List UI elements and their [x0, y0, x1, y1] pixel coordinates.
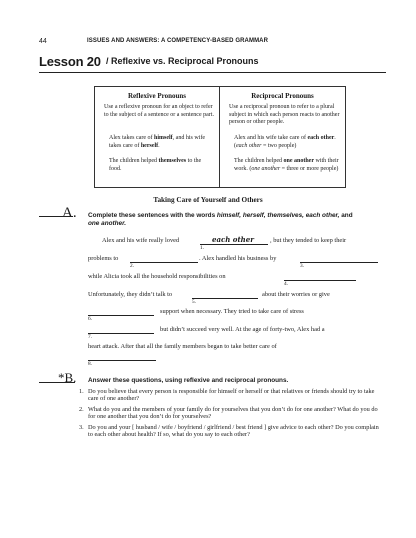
sentence-line-3: while Alicia took all the household responsibilities on	[88, 273, 226, 280]
blank-number-8: 8.	[88, 361, 92, 367]
question-3: 3. Do you and your [ husband / wife / boyfriend / girlfriend / best friend ] give advice to each other? Do you complain to each other about health? If so, what do you say to each other?	[79, 424, 379, 439]
section-a-instruction: Complete these sentences with the words himself, herself, themselves, each other, and one another.	[88, 212, 353, 227]
answer-blank-4[interactable]	[284, 280, 356, 281]
sentence-line-1b: , but they tended to keep their	[270, 237, 347, 244]
reciprocal-rule: Use a reciprocal pronoun to refer to a plural subject in which each person reacts to another person or other people.	[229, 104, 340, 125]
reading-title: Taking Care of Yourself and Others	[153, 196, 263, 204]
answer-blank-3[interactable]	[300, 262, 378, 263]
answer-blank-2[interactable]	[130, 262, 198, 263]
answer-blank-7[interactable]	[88, 333, 154, 334]
grammar-table	[94, 86, 346, 188]
reciprocal-column	[220, 87, 345, 187]
question-2: 2. What do you and the members of your family do for yourselves that you don’t do for one another? What do you do for one another that you don’t do for yourselves?	[79, 406, 378, 421]
section-a-rule	[39, 216, 73, 217]
section-b-letter: *B.	[58, 370, 77, 385]
lesson-rule	[39, 72, 386, 73]
lesson-subtitle: / Reflexive vs. Reciprocal Pronouns	[106, 56, 259, 66]
blank-number-3: 3.	[300, 263, 304, 269]
running-header	[39, 37, 386, 49]
sentence-line-1a: Alex and his wife really loved	[102, 237, 180, 244]
answer-blank-8[interactable]	[88, 360, 156, 361]
reciprocal-heading: Reciprocal Pronouns	[251, 92, 314, 100]
blank-number-4: 4.	[284, 281, 288, 287]
lesson-heading	[39, 54, 386, 70]
blank-number-1: 1.	[200, 245, 204, 251]
answer-blank-1[interactable]	[200, 244, 268, 245]
question-1: 1. Do you believe that every person is responsible for himself or herself or that relatives or friends should try to take care of one another?	[79, 388, 375, 403]
reflexive-rule: Use a reflexive pronoun for an object to refer to the subject of a sentence or a sentence part.	[104, 104, 214, 118]
section-b-rule	[39, 382, 75, 383]
section-b-instruction: Answer these questions, using reflexive and reciprocal pronouns.	[88, 377, 289, 384]
handwritten-answer-1: each other	[212, 235, 254, 244]
answer-blank-6[interactable]	[88, 315, 154, 316]
blank-number-2: 2.	[130, 263, 134, 269]
sentence-line-5: support when necessary. They tried to take care of stress	[160, 308, 304, 315]
lesson-number: Lesson 20	[39, 54, 101, 69]
blank-number-6: 6.	[88, 316, 92, 322]
section-a-letter: A.	[62, 205, 77, 221]
reflexive-column	[95, 87, 220, 187]
running-title: ISSUES AND ANSWERS: A COMPETENCY-BASED GRAMMAR	[87, 38, 269, 44]
reflexive-example-1: Alex takes care of himself, and his wife takes care of herself.	[109, 135, 205, 149]
sentence-line-7: heart attack. After that all the family members began to take better care of	[88, 343, 277, 350]
reflexive-example-2: The children helped themselves to the food.	[109, 158, 202, 172]
reflexive-heading: Reflexive Pronouns	[127, 92, 186, 100]
blank-number-5: 5.	[192, 299, 196, 305]
sentence-line-2b: . Alex handled his business by	[199, 255, 277, 262]
sentence-line-6: but didn’t succeed very well. At the age of forty-two, Alex had a	[160, 326, 325, 333]
sentence-line-4a: Unfortunately, they didn’t talk to	[88, 291, 173, 298]
answer-blank-5[interactable]	[192, 298, 258, 299]
blank-number-7: 7.	[88, 334, 92, 340]
sentence-line-4b: about their worries or give	[262, 291, 330, 298]
sentence-line-2a: problems to	[88, 255, 119, 262]
page-number: 44	[39, 38, 47, 45]
reciprocal-example-2: The children helped one another with their work. (one another = three or more people)	[234, 158, 339, 172]
reciprocal-example-1: Alex and his wife take care of each other. (each other = two people)	[234, 135, 336, 149]
